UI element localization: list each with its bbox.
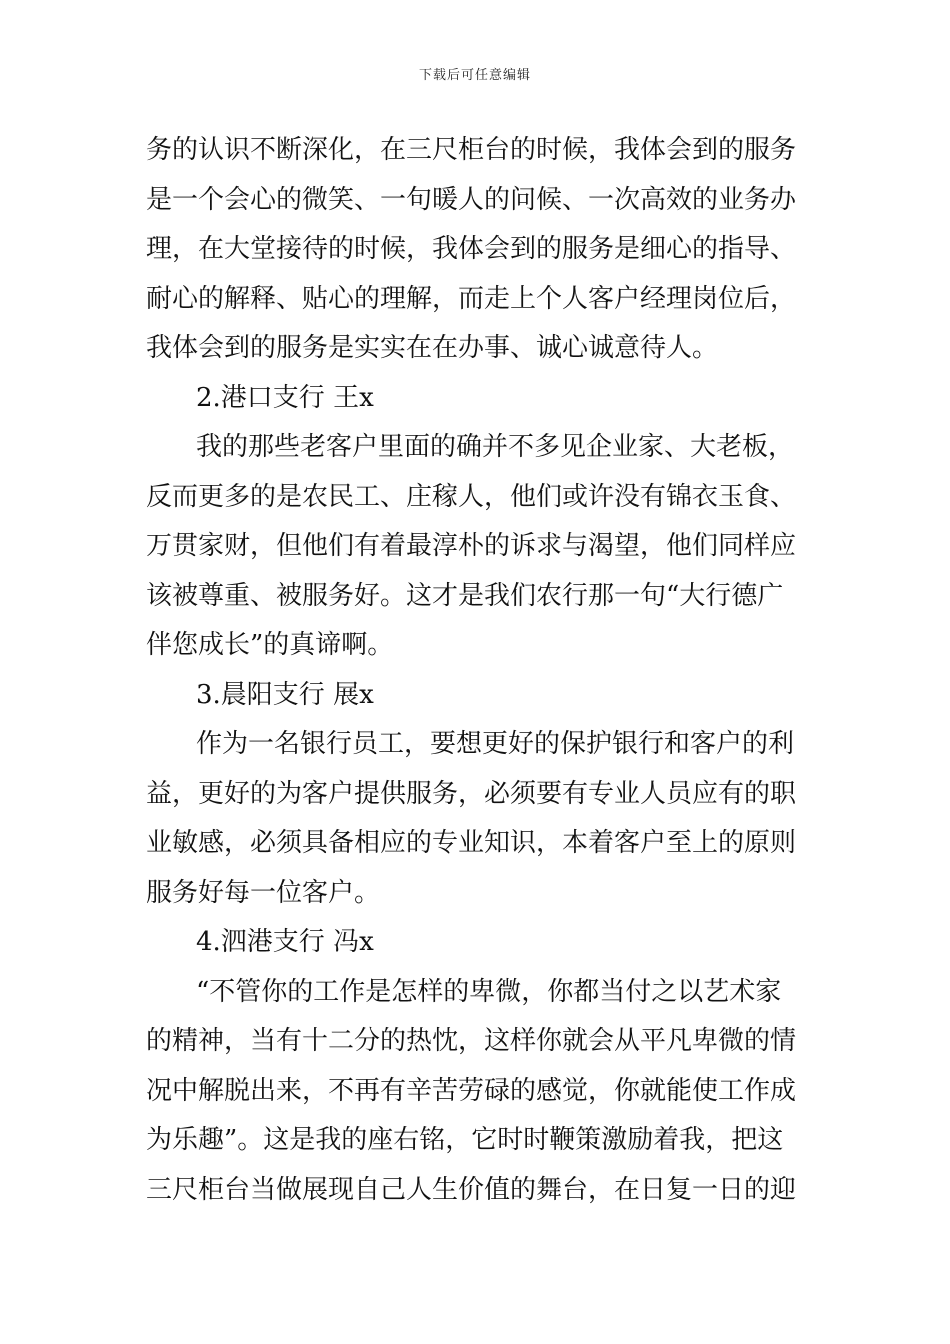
text-line: 我体会到的服务是实实在在办事、诚心诚意待人。 (146, 333, 719, 363)
text-line: 益，更好的为客户提供服务，必须要有专业人员应有的职 (146, 778, 797, 809)
text-line: 的精神，当有十二分的热忱，这样你就会从平凡卑微的情 (146, 1026, 797, 1056)
text-line: 作为一名银行员工，要想更好的保护银行和客户的利 (196, 729, 795, 759)
text-line: 3.晨阳支行 展x (196, 679, 374, 710)
text-line: 是一个会心的微笑、一句暖人的问候、一次高效的业务办 (146, 184, 797, 215)
text-line: 理，在大堂接待的时候，我体会到的服务是细心的指导、 (146, 234, 797, 264)
document-body (146, 126, 816, 1215)
page-header: 下载后可任意编辑 (418, 68, 531, 83)
text-line: 4.泗港支行 冯x (196, 927, 374, 957)
text-line: 我的那些老客户里面的确并不多见企业家、大老板， (196, 432, 795, 462)
text-line: 2.港口支行 王x (196, 382, 374, 413)
text-line: 服务好每一位客户。 (146, 877, 381, 908)
text-line: 反而更多的是农民工、庄稼人，他们或许没有锦衣玉食、 (146, 481, 797, 512)
text-line: 务的认识不断深化，在三尺柜台的时候，我体会到的服务 (146, 135, 797, 165)
text-line: 为乐趣”。这是我的座右铭，它时时鞭策激励着我，把这 (146, 1125, 784, 1155)
text-line: 该被尊重、被服务好。这才是我们农行那一句“大行德广 (146, 580, 784, 611)
text-line: 况中解脱出来，不再有辛苦劳碌的感觉，你就能使工作成 (146, 1075, 797, 1106)
text-line: 万贯家财，但他们有着最淳朴的诉求与渴望，他们同样应 (146, 531, 797, 561)
text-line: 业敏感，必须具备相应的专业知识，本着客户至上的原则 (146, 828, 797, 858)
text-line: 耐心的解释、贴心的理解，而走上个人客户经理岗位后， (146, 283, 797, 314)
text-line: 伴您成长”的真谛啊。 (146, 630, 394, 660)
text-line: “不管你的工作是怎样的卑微，你都当付之以艺术家 (196, 976, 782, 1007)
text-line: 三尺柜台当做展现自己人生价值的舞台，在日复一日的迎 (146, 1174, 797, 1205)
